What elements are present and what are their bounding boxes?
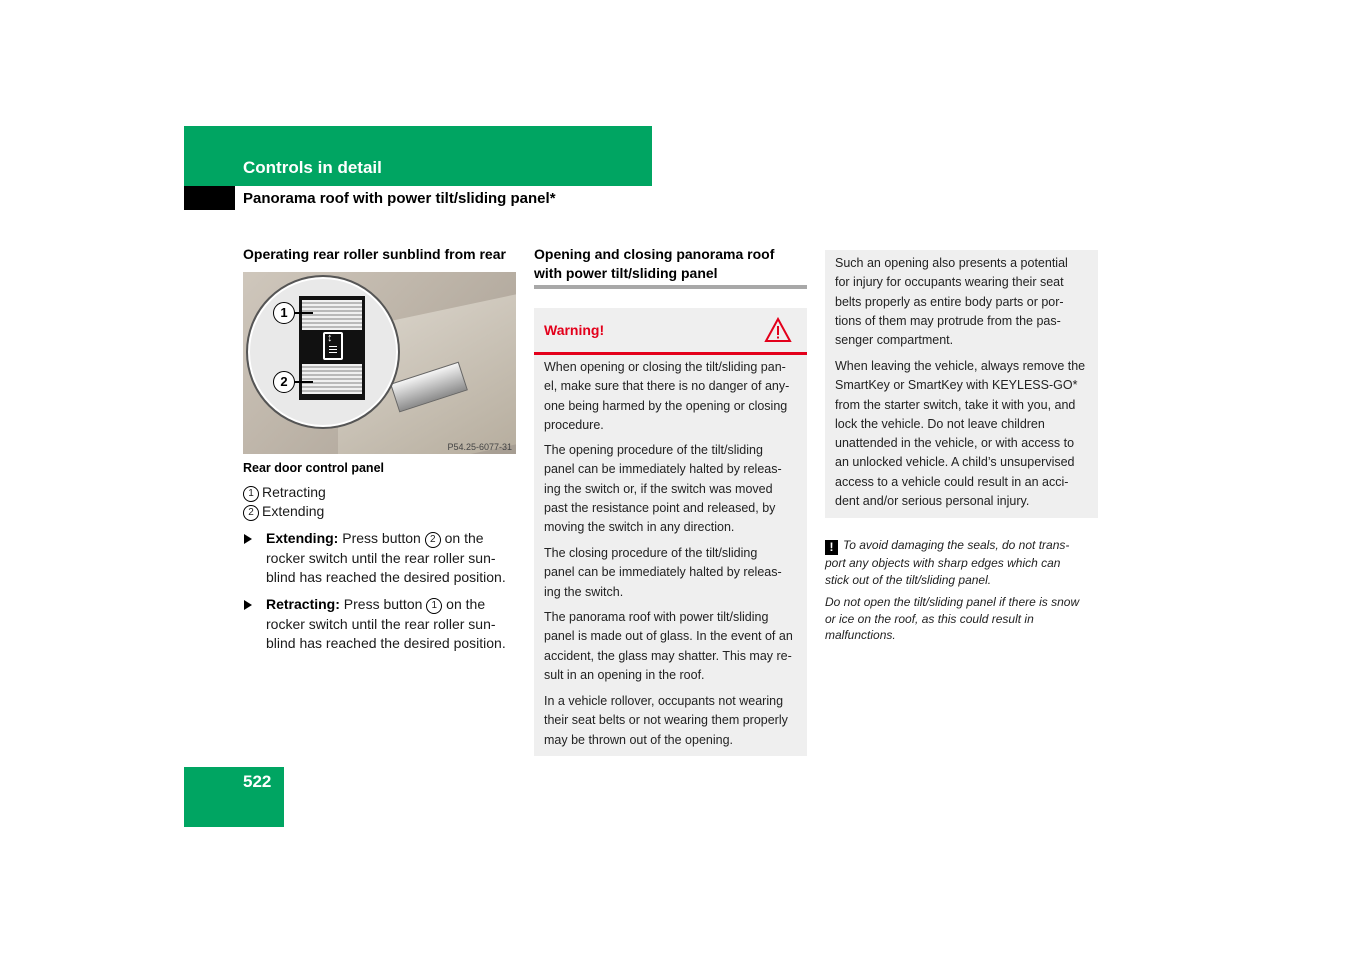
- legend-text: Retracting: [262, 484, 326, 500]
- text-line: or ice on the roof, as this could result in: [825, 611, 1034, 626]
- text-line: procedure.: [544, 417, 604, 432]
- step-number: 2: [425, 532, 441, 548]
- warning-title: Warning!: [544, 322, 605, 338]
- instruction-step: [243, 595, 533, 654]
- header-marker: [184, 186, 235, 210]
- text-line: stick out of the tilt/sliding panel.: [825, 572, 992, 587]
- note-paragraph: [825, 594, 1097, 644]
- note-paragraph: [825, 537, 1097, 588]
- text-line: belts properly as entire body parts or por-: [835, 294, 1064, 309]
- text-line: When opening or closing the tilt/sliding pan-: [544, 360, 786, 374]
- text-line: sult in an opening in the roof.: [544, 667, 705, 682]
- heading-line: Opening and closing panorama roof: [534, 246, 775, 262]
- text-line: Such an opening also presents a potential: [835, 256, 1068, 270]
- text-line: SmartKey or SmartKey with KEYLESS-GO*: [835, 378, 1078, 393]
- exclamation-icon: !: [825, 540, 838, 555]
- section-title: Controls in detail: [243, 158, 382, 177]
- warning-paragraph: [544, 608, 800, 685]
- step-text: Press button: [339, 596, 427, 612]
- text-line: unattended in the vehicle, or with access to: [835, 436, 1075, 451]
- heading-line: with power tilt/sliding panel: [534, 265, 718, 281]
- warning-paragraph: [835, 357, 1091, 511]
- left-heading: Operating rear roller sunblind from rear: [243, 246, 506, 262]
- warning-paragraph: [544, 544, 800, 602]
- text-line: The panorama roof with power tilt/sliding: [544, 610, 769, 624]
- text-line: moving the switch in any direction.: [544, 520, 735, 535]
- legend-text: Extending: [262, 503, 325, 519]
- legend-number: 1: [243, 486, 259, 502]
- bullet-arrow-icon: [244, 600, 252, 610]
- step-text: blind has reached the desired position.: [266, 569, 506, 585]
- text-line: Do not open the tilt/sliding panel if there is snow: [825, 595, 1080, 609]
- text-line: their seat belts or not wearing them properly: [544, 713, 788, 728]
- step-number: 1: [426, 598, 442, 614]
- text-line: from the starter switch, take it with you, and: [835, 397, 1076, 412]
- text-line: panel can be immediately halted by releas-: [544, 565, 782, 580]
- text-line: one being harmed by the opening or closing: [544, 398, 788, 413]
- text-line: lock the vehicle. Do not leave children: [835, 416, 1045, 431]
- instruction-step: [243, 529, 533, 588]
- legend-number: 2: [243, 505, 259, 521]
- sunblind-icon: [323, 332, 343, 360]
- text-line: access to a vehicle could result in an acci-: [835, 474, 1069, 489]
- text-line: for injury for occupants wearing their seat: [835, 275, 1064, 290]
- text-line: panel can be immediately halted by releas-: [544, 462, 782, 477]
- text-line: The closing procedure of the tilt/sliding: [544, 546, 758, 560]
- step-text: on the: [440, 530, 484, 546]
- bullet-arrow-icon: [244, 534, 252, 544]
- step-text: on the: [442, 596, 486, 612]
- rocker-bottom: [302, 364, 362, 394]
- middle-heading: [534, 245, 807, 283]
- warning-paragraph: [544, 692, 800, 750]
- heading-rule: [534, 285, 807, 289]
- text-line: In a vehicle rollover, occupants not wearing: [544, 694, 784, 708]
- callout-line-2: [293, 381, 313, 383]
- text-line: port any objects with sharp edges which can: [825, 556, 1061, 570]
- step-text: Press button: [338, 530, 425, 546]
- callout-line-1: [293, 312, 313, 314]
- rocker-top: [302, 300, 362, 330]
- text-line: ing the switch or, if the switch was moved: [544, 481, 773, 496]
- text-line: past the resistance point and released, by: [544, 500, 776, 515]
- step-text: rocker switch until the rear roller sun-: [266, 615, 496, 632]
- rear-door-panel-image: [243, 272, 516, 454]
- warning-paragraph: [835, 254, 1091, 350]
- warning-triangle-icon: [764, 317, 792, 343]
- text-line: an unlocked vehicle. A child’s unsupervised: [835, 455, 1075, 470]
- text-line: tions of them may protrude from the pas-: [835, 313, 1061, 328]
- legend-item: [243, 484, 326, 502]
- text-line: To avoid damaging the seals, do not trans-: [843, 538, 1070, 552]
- page-number: 522: [243, 772, 272, 791]
- subsection-title: Panorama roof with power tilt/sliding panel*: [243, 190, 556, 207]
- image-caption: Rear door control panel: [243, 461, 384, 475]
- text-line: The opening procedure of the tilt/sliding: [544, 443, 763, 457]
- text-line: panel is made out of glass. In the event of an: [544, 629, 793, 644]
- text-line: accident, the glass may shatter. This may re-: [544, 648, 792, 663]
- callout-2: 2: [273, 371, 295, 393]
- step-label: Extending:: [266, 530, 339, 546]
- step-label: Retracting:: [266, 596, 340, 612]
- warning-paragraph: [544, 441, 800, 537]
- text-line: dent and/or serious personal injury.: [835, 494, 1030, 509]
- image-code: P54.25-6077-31: [447, 442, 512, 452]
- step-text: rocker switch until the rear roller sun-: [266, 549, 496, 566]
- text-line: el, make sure that there is no danger of any-: [544, 379, 790, 394]
- text-line: ing the switch.: [544, 584, 624, 599]
- text-line: may be thrown out of the opening.: [544, 732, 734, 747]
- text-line: When leaving the vehicle, always remove the: [835, 359, 1086, 373]
- callout-1: 1: [273, 302, 295, 324]
- text-line: malfunctions.: [825, 628, 896, 642]
- legend-item: [243, 503, 324, 521]
- warning-paragraph: [544, 358, 800, 435]
- text-line: senger compartment.: [835, 333, 954, 348]
- step-text: blind has reached the desired position.: [266, 635, 506, 651]
